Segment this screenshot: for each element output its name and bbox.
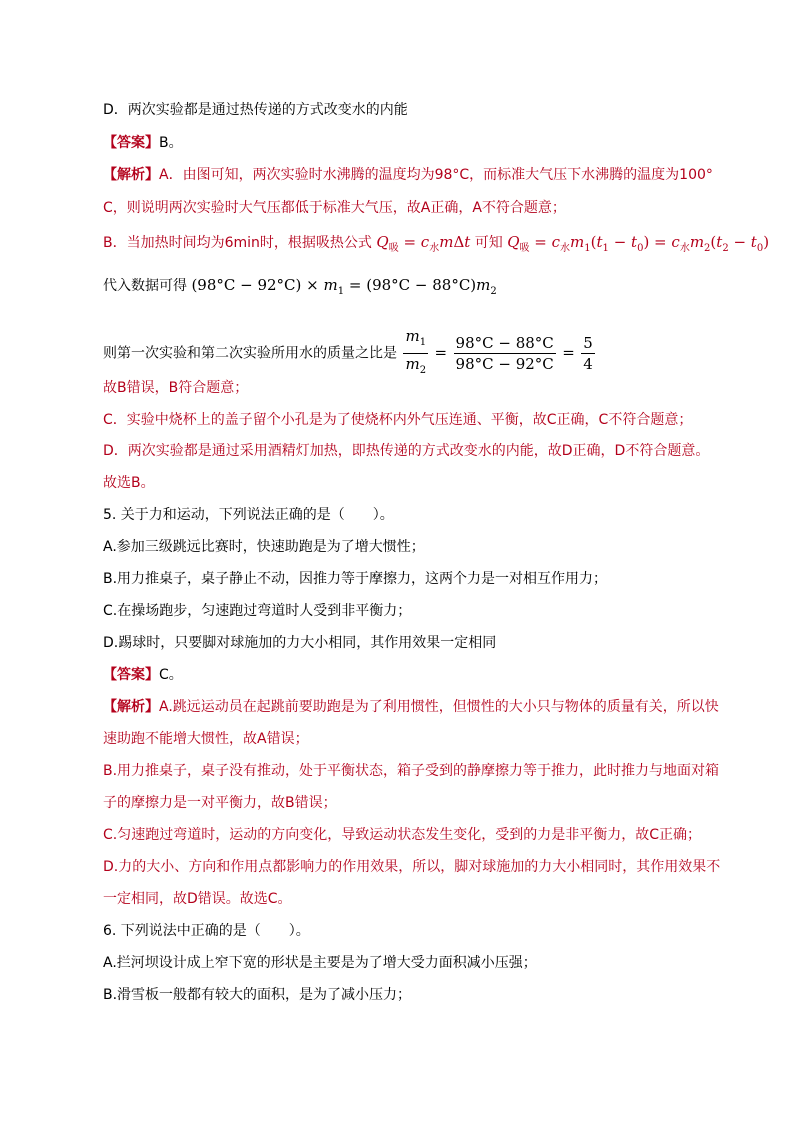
q5-analysis-b-line2: 子的摩擦力是一对平衡力，故B错误； xyxy=(103,795,337,811)
temperature-ratio-fraction: $\frac{98^\circ C - 88^\circ C}{98^\circ C - 92^\circ C}$ xyxy=(455,334,554,373)
answer-label: 【答案】 xyxy=(103,135,159,151)
analysis-text: A．由图可知，两次实验时水沸腾的温度均为98°C，而标准大气压下水沸腾的温度为100° xyxy=(159,167,713,183)
q5-analysis-d-line1: D.力的大小、方向和作用点都影响力的作用效果，所以，脚对球施加的力大小相同时，其作用效果不 xyxy=(103,859,721,875)
heat-formula-expanded: $Q_吸 = c_水m_1(t_1 - t_0) = c_水m_2(t_2 - t_0)$ xyxy=(507,233,770,254)
q4-answer xyxy=(103,133,734,153)
q4-b-conclusion: 故B错误，B符合题意； xyxy=(103,380,249,396)
q6-option-a: A.拦河坝设计成上窄下宽的形状是主要是为了增大受力面积减小压强； xyxy=(103,955,537,971)
answer-value: B。 xyxy=(159,135,183,151)
q4-option-d: D．两次实验都是通过热传递的方式改变水的内能 xyxy=(103,102,408,118)
analysis-label: 【解析】 xyxy=(103,699,159,715)
q5-analysis-a-line1 xyxy=(103,697,734,717)
answer-value: C。 xyxy=(159,667,183,683)
q5-answer xyxy=(103,665,734,685)
analysis-label: 【解析】 xyxy=(103,167,159,183)
result-fraction: $\frac{5}{4}$ xyxy=(583,334,593,373)
substitute-intro: 代入数据可得 xyxy=(103,278,187,294)
q4-analysis-a-line2: C，则说明两次实验时大气压都低于标准大气压，故A正确，A不符合题意； xyxy=(103,200,566,216)
q5-option-d: D.踢球时，只要脚对球施加的力大小相同，其作用效果一定相同 xyxy=(103,635,497,651)
q4-ratio: 则第一次实验和第二次实验所用水的质量之比是 $\frac{m_1}{m_2}$ = $\frac{98^\circ C - 88^\circ C}{98^\circ C - 92^\circ C}$ = $\frac{5}{4}$ xyxy=(103,326,734,370)
q4-analysis-d: D．两次实验都是通过采用酒精灯加热，即热传递的方式改变水的内能，故D正确，D不符合题意。 xyxy=(103,443,710,459)
q5-option-a: A.参加三级跳远比赛时，快速助跑是为了增大惯性； xyxy=(103,539,425,555)
q4-analysis-b xyxy=(103,232,770,259)
q5-analysis-d-line2: 一定相同，故D错误。故选C。 xyxy=(103,891,292,907)
q4-analysis-a-line1 xyxy=(103,165,734,185)
heat-formula: $Q_吸 = c_水m\Delta t$ xyxy=(376,233,471,254)
analysis-b-intro: B．当加热时间均为6min时，根据吸热公式 xyxy=(103,235,372,251)
q4-final: 故选B。 xyxy=(103,475,155,491)
q6-option-b: B.滑雪板一般都有较大的面积，是为了减小压力； xyxy=(103,987,412,1003)
q5-analysis-c: C.匀速跑过弯道时，运动的方向变化，导致运动状态发生变化，受到的力是非平衡力，故C正确； xyxy=(103,827,701,843)
mass-ratio-fraction: $\frac{m_1}{m_2}$ xyxy=(405,327,427,376)
substitute-equation: $(98^\circ C - 92^\circ C) \times m_1 = (98^\circ C - 88^\circ C)m_2$ xyxy=(191,276,497,297)
analysis-b-mid: 可知 xyxy=(474,235,503,251)
answer-label: 【答案】 xyxy=(103,667,159,683)
q6-question: 6. 下列说法中正确的是（ ）。 xyxy=(103,923,310,939)
analysis-text: A.跳远运动员在起跳前要助跑是为了利用惯性，但惯性的大小只与物体的质量有关，所以快 xyxy=(159,699,719,715)
q4-substitute xyxy=(103,275,734,302)
q5-option-b: B.用力推桌子，桌子静止不动，因推力等于摩擦力，这两个力是一对相互作用力； xyxy=(103,571,608,587)
q5-analysis-a-line2: 速助跑不能增大惯性，故A错误； xyxy=(103,731,309,747)
ratio-intro: 则第一次实验和第二次实验所用水的质量之比是 xyxy=(103,345,397,362)
q5-question: 5. 关于力和运动，下列说法正确的是（ ）。 xyxy=(103,507,394,523)
q4-analysis-c: C．实验中烧杯上的盖子留个小孔是为了使烧杯内外气压连通、平衡，故C正确，C不符合题意； xyxy=(103,412,693,428)
q5-analysis-b-line1: B.用力推桌子，桌子没有推动，处于平衡状态，箱子受到的静摩擦力等于推力，此时推力与地面对箱 xyxy=(103,763,720,779)
q5-option-c: C.在操场跑步，匀速跑过弯道时人受到非平衡力； xyxy=(103,603,412,619)
